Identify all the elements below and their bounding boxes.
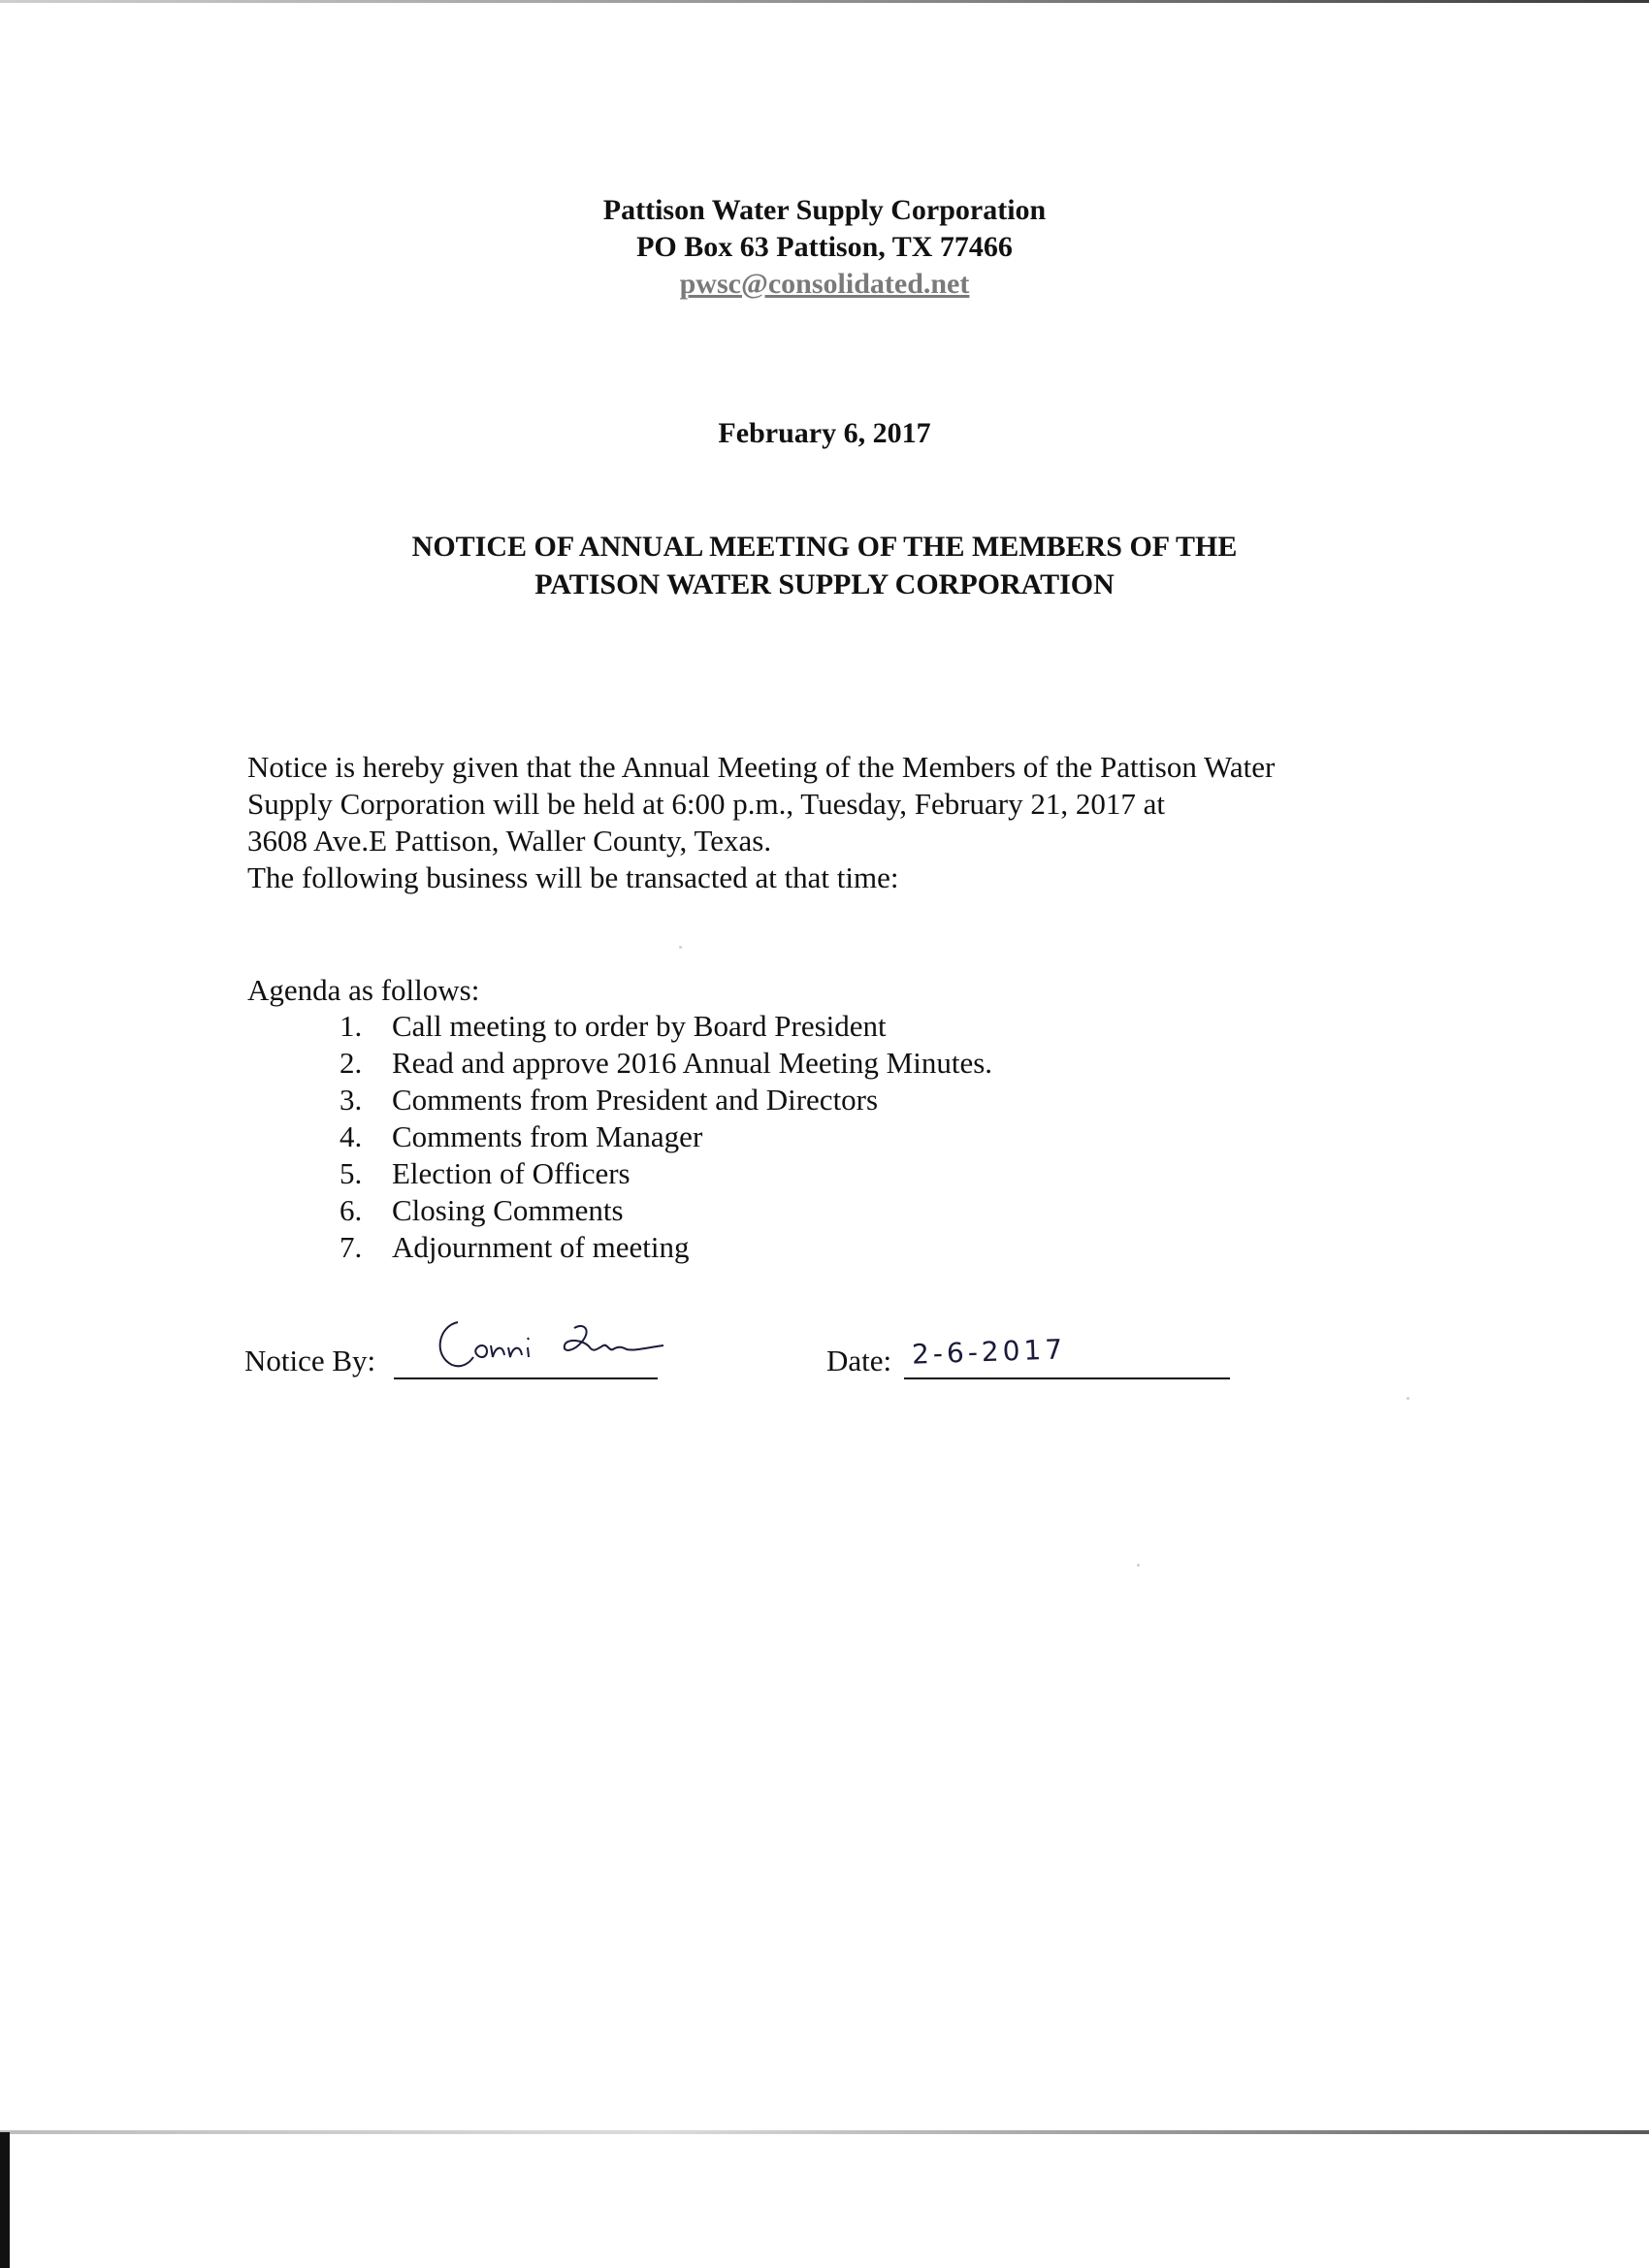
notice-title-line-1: NOTICE OF ANNUAL MEETING OF THE MEMBERS OF THE (411, 531, 1238, 563)
org-address: PO Box 63 Pattison, TX 77466 (636, 231, 1013, 263)
agenda-item (340, 1082, 992, 1118)
org-name: Pattison Water Supply Corporation (602, 194, 1047, 226)
notice-title-line-2: PATISON WATER SUPPLY CORPORATION (534, 568, 1115, 600)
scan-speck (1406, 1397, 1409, 1400)
scan-edge-left (0, 2132, 10, 2268)
agenda-item-text: Comments from Manager (392, 1119, 703, 1153)
agenda-item (340, 1192, 992, 1229)
agenda-item-text: Read and approve 2016 Annual Meeting Minutes. (392, 1046, 993, 1080)
agenda-item-text: Election of Officers (392, 1156, 630, 1190)
agenda-item (340, 1008, 992, 1045)
agenda-item (340, 1155, 992, 1192)
agenda-list (340, 1008, 992, 1266)
agenda-intro: Agenda as follows: (247, 973, 480, 1007)
agenda-item-number: 5. (340, 1156, 363, 1190)
date-label: Date: (826, 1344, 892, 1377)
agenda-item-text: Closing Comments (392, 1193, 624, 1227)
agenda-item-number: 3. (340, 1083, 363, 1117)
notice-body-line-4: The following business will be transacted at that time: (247, 860, 899, 894)
signature-line (394, 1377, 658, 1379)
handwritten-signature (419, 1309, 671, 1377)
handwritten-date: 2-6-2017 (911, 1333, 1067, 1371)
scan-speck (679, 946, 682, 949)
agenda-item-number: 4. (340, 1119, 363, 1153)
agenda-item-text: Comments from President and Directors (392, 1083, 879, 1117)
agenda-item-number: 6. (340, 1193, 363, 1227)
scan-speck (1137, 1564, 1140, 1567)
notice-body-line-2: Supply Corporation will be held at 6:00 p.m., Tuesday, February 21, 2017 at (247, 787, 1165, 821)
signature-block (244, 1324, 1311, 1382)
agenda-item (340, 1118, 992, 1155)
agenda-item (340, 1045, 992, 1082)
agenda-item-number: 1. (340, 1009, 363, 1043)
org-email-link[interactable]: pwsc@consolidated.net (679, 268, 970, 300)
notice-body-line-3: 3608 Ave.E Pattison, Waller County, Texas. (247, 824, 772, 858)
date-line (904, 1377, 1230, 1379)
agenda-item-text: Adjournment of meeting (392, 1230, 690, 1264)
scan-edge-bottom (0, 2130, 1649, 2134)
letterhead (0, 192, 1649, 303)
agenda-item (340, 1229, 992, 1266)
agenda-item-text: Call meeting to order by Board President (392, 1009, 887, 1043)
notice-body-line-1: Notice is hereby given that the Annual Meeting of the Members of the Pattison Water (247, 750, 1276, 784)
scan-edge-top (0, 0, 1649, 3)
notice-body (247, 749, 1411, 896)
notice-title (0, 528, 1649, 603)
document-date: February 6, 2017 (718, 417, 931, 449)
agenda-item-number: 2. (340, 1046, 363, 1080)
notice-by-label: Notice By: (244, 1344, 376, 1377)
agenda-item-number: 7. (340, 1230, 363, 1264)
